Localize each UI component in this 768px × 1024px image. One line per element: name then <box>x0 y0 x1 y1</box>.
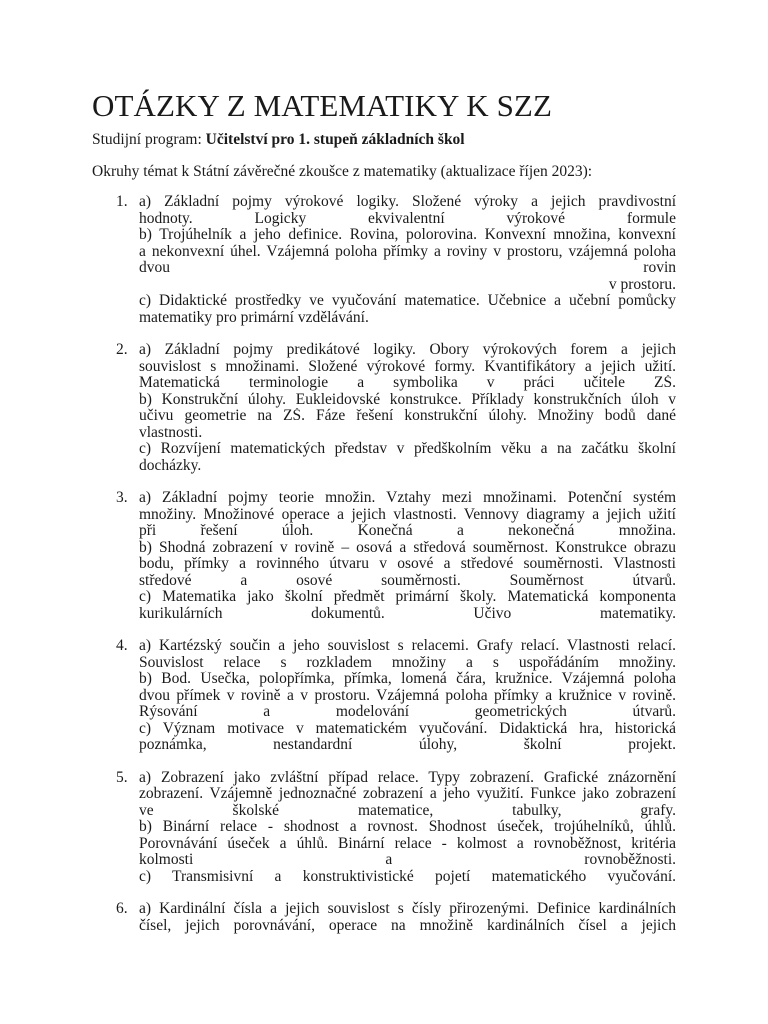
question-item <box>92 342 676 474</box>
question-text-line: Rýsování a modelování geometrických útvarů. <box>139 704 676 720</box>
question-text-line: c) Rozvíjení matematických představ v předškolním věku a na začátku školní <box>139 441 676 457</box>
question-text-line: bodu, přímky a rovinného útvaru v osové a středové souměrnosti. Vlastnosti <box>139 556 676 572</box>
study-program-value: Učitelství pro 1. stupeň základních škol <box>205 131 465 148</box>
question-text-line: b) Binární relace - shodnost a rovnost. Shodnost úseček, trojúhelníků, úhlů. <box>139 819 676 835</box>
question-text-line: b) Konstrukční úlohy. Eukleidovské konstrukce. Příklady konstrukčních úloh v <box>139 391 676 408</box>
question-text-line: a) Základní pojmy predikátové logiky. Obory výrokových forem a jejich <box>139 342 676 358</box>
question-text-line: v prostoru. <box>608 276 676 293</box>
question-text-line: a) Základní pojmy teorie množin. Vztahy mezi množinami. Potenční systém <box>139 490 676 506</box>
question-text-line: c) Transmisivní a konstruktivistické pojetí matematického vyučování. <box>139 868 676 885</box>
question-text-line: Porovnávání úseček a úhlů. Binární relace - kolmost a rovnoběžnost, kritéria <box>139 835 676 852</box>
question-text-line: Souvislost relace s rozkladem množiny a s uspořádáním množiny. <box>139 654 676 671</box>
question-text-line: kurikulárních dokumentů. Učivo matematiky. <box>139 605 676 622</box>
question-number: 4. <box>116 637 128 654</box>
question-number: 3. <box>116 489 128 506</box>
question-text-line: ve školské matematice, tabulky, grafy. <box>139 802 676 819</box>
question-text-line: b) Trojúhelník a jeho definice. Rovina, polorovina. Konvexní množina, konvexní <box>139 227 676 243</box>
question-text-line: souvislost s množinami. Složené výrokové formy. Kvantifikátory a jejich užití. <box>139 358 676 375</box>
study-program <box>92 130 676 150</box>
question-text-line: vlastnosti. <box>139 424 203 441</box>
question-text-line: b) Bod. Úsečka, polopřímka, přímka, lomená čára, kružnice. Vzájemná poloha <box>139 671 676 687</box>
question-item <box>92 638 676 754</box>
question-text-line: zobrazení. Vzájemně jednoznačné zobrazení a jeho využití. Funkce jako zobrazení <box>139 786 676 802</box>
question-text-line: dvou přímek v rovině a v prostoru. Vzájemná poloha přímky a kružnice v rovině. <box>139 687 676 704</box>
question-text-line: c) Matematika jako školní předmět primární školy. Matematická komponenta <box>139 589 676 605</box>
question-number: 6. <box>116 900 128 917</box>
question-text-line: c) Význam motivace v matematickém vyučování. Didaktická hra, historická <box>139 720 676 737</box>
question-text-line: matematiky pro primární vzdělávání. <box>139 309 369 326</box>
question-text-line: učivu geometrie na ZŠ. Fáze řešení konstrukční úlohy. Množiny bodů dané <box>139 408 676 424</box>
question-text-line: a) Kartézský součin a jeho souvislost s relacemi. Grafy relací. Vlastnosti relací. <box>139 638 676 654</box>
study-program-label: Studijní program: <box>92 131 206 148</box>
question-item <box>92 770 676 886</box>
question-text-line: množiny. Množinové operace a jejich vlastnosti. Vennovy diagramy a jejich užití <box>139 506 676 523</box>
question-text-line: a) Základní pojmy výrokové logiky. Složené výroky a jejich pravdivostní <box>139 194 676 210</box>
question-item <box>92 490 676 622</box>
question-text-line: kolmosti a rovnoběžnosti. <box>139 852 676 868</box>
question-text-line: docházky. <box>139 457 202 474</box>
question-text-line: a nekonvexní úhel. Vzájemná poloha přímky a roviny v prostoru, vzájemná poloha <box>139 243 676 260</box>
question-number: 2. <box>116 341 128 358</box>
question-text-line: Matematická terminologie a symbolika v práci učitele ZŠ. <box>139 375 676 391</box>
question-text-line: dvou rovin <box>139 260 676 276</box>
question-text-line: a) Zobrazení jako zvláštní případ relace. Typy zobrazení. Grafické znázornění <box>139 769 676 786</box>
question-text-line: a) Kardinální čísla a jejich souvislost s čísly přirozenými. Definice kardinálních <box>139 901 676 917</box>
question-number: 5. <box>116 768 128 786</box>
question-item <box>92 901 676 934</box>
question-list <box>92 194 676 934</box>
question-text-line: poznámka, nestandardní úlohy, školní projekt. <box>139 737 676 753</box>
question-number: 1. <box>116 193 128 210</box>
question-text-line: středové a osové souměrnosti. Souměrnost útvarů. <box>139 572 676 589</box>
intro-text: Okruhy témat k Státní závěrečné zkoušce z matematiky (aktualizace říjen 2023): <box>92 163 593 180</box>
question-text-line: b) Shodná zobrazení v rovině – osová a středová souměrnost. Konstrukce obrazu <box>139 539 676 556</box>
question-text-line: při řešení úloh. Konečná a nekonečná množina. <box>139 523 676 539</box>
question-text-line: c) Didaktické prostředky ve vyučování matematice. Učebnice a učební pomůcky <box>139 293 676 309</box>
question-item <box>92 194 676 326</box>
document-title: OTÁZKY Z MATEMATIKY K SZZ <box>92 88 552 123</box>
question-text-line: čísel, jejich porovnávání, operace na množině kardinálních čísel a jejich <box>139 917 676 934</box>
question-text-line: hodnoty. Logicky ekvivalentní výrokové formule <box>139 210 676 227</box>
